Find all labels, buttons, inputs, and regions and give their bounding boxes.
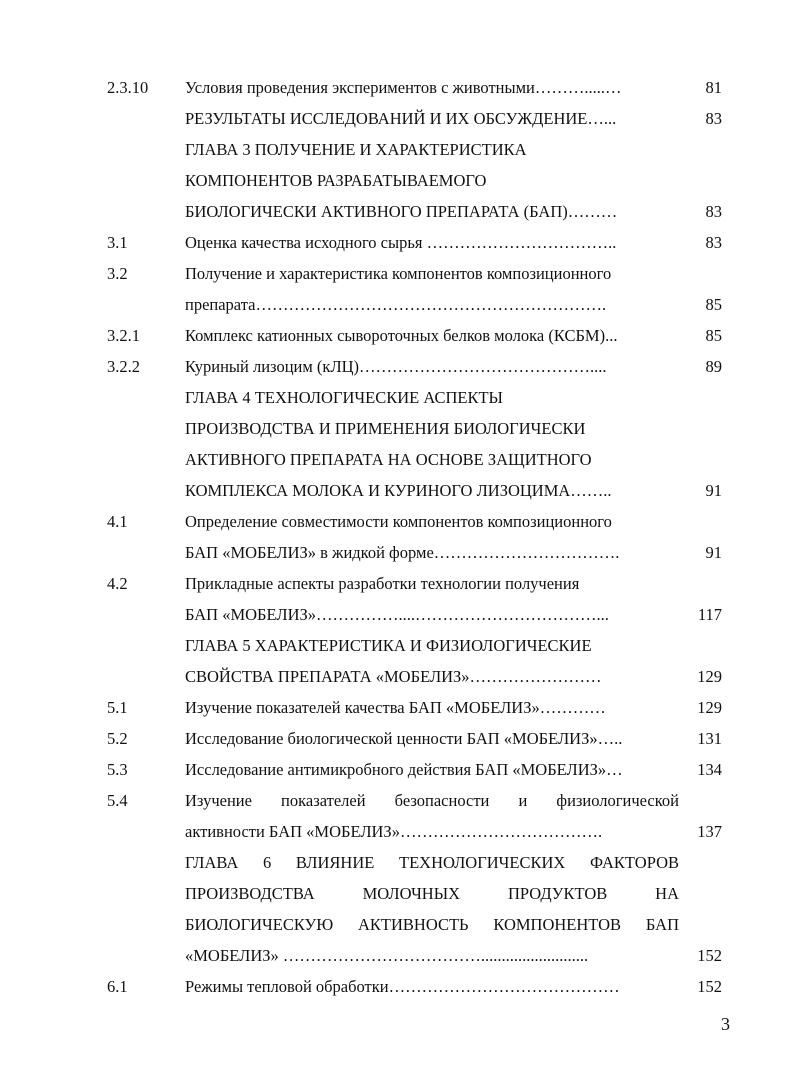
- toc-entry: [0, 413, 792, 444]
- toc-entry: [0, 537, 792, 568]
- toc-entry-page: 134: [697, 760, 722, 779]
- toc-entry: [0, 506, 792, 537]
- toc-entry-number: 3.2.2: [107, 357, 140, 376]
- toc-entry: [0, 878, 792, 909]
- toc-entry: [0, 165, 792, 196]
- toc-entry-title: РЕЗУЛЬТАТЫ ИССЛЕДОВАНИЙ И ИХ ОБСУЖДЕНИЕ…...: [185, 109, 617, 128]
- toc-entry-number: 3.2.1: [107, 326, 140, 345]
- toc-entry-title: «МОБЕЛИЗ» ………………………………..........................: [185, 946, 589, 965]
- toc-entry-title: АКТИВНОГО ПРЕПАРАТА НА ОСНОВЕ ЗАЩИТНОГО: [185, 450, 592, 469]
- toc-entry-title: ГЛАВА 4 ТЕХНОЛОГИЧЕСКИЕ АСПЕКТЫ: [185, 388, 503, 407]
- toc-entry-page: 91: [705, 481, 722, 500]
- toc-entry-page: 85: [705, 295, 722, 314]
- toc-entry-page: 85: [705, 326, 722, 345]
- toc-entry-page: 89: [705, 357, 722, 376]
- toc-entry-title: активности БАП «МОБЕЛИЗ»……………………………….: [185, 822, 603, 841]
- toc-entry-number: 2.3.10: [107, 78, 149, 97]
- toc-entry-number: 6.1: [107, 977, 128, 996]
- toc-entry: [0, 320, 792, 351]
- toc-entry-title: Изучение показателей качества БАП «МОБЕЛИЗ»…………: [185, 698, 606, 717]
- toc-entry: [0, 971, 792, 1002]
- toc-entry-title: БАП «МОБЕЛИЗ»……………....……………………………...: [185, 605, 609, 624]
- toc-entry: [0, 258, 792, 289]
- toc-entry-number: 5.1: [107, 698, 128, 717]
- toc-entry: [0, 785, 792, 816]
- toc-entry: [0, 351, 792, 382]
- toc-entry: [0, 227, 792, 258]
- toc-entry-page: 91: [705, 543, 722, 562]
- toc-entry-page: 83: [705, 109, 722, 128]
- toc-entry: [0, 382, 792, 413]
- toc-entry-title: БИОЛОГИЧЕСКУЮ АКТИВНОСТЬ КОМПОНЕНТОВ БАП: [185, 915, 679, 934]
- toc-entry-page: 81: [705, 78, 722, 97]
- toc-entry: [0, 568, 792, 599]
- toc-entry-title: Исследование антимикробного действия БАП «МОБЕЛИЗ»…: [185, 760, 623, 779]
- page-number: 3: [721, 1014, 730, 1034]
- toc-entry-title: Оценка качества исходного сырья ……………………………..: [185, 233, 617, 252]
- toc-entry-page: 137: [697, 822, 722, 841]
- toc-entry-title: Исследование биологической ценности БАП «МОБЕЛИЗ»…..: [185, 729, 623, 748]
- toc-entry: [0, 289, 792, 320]
- toc-entry-page: 129: [697, 667, 722, 686]
- toc-entry: [0, 661, 792, 692]
- toc-entry-page: 117: [697, 605, 722, 624]
- toc-entry-title: Куриный лизоцим (кЛЦ)……………………………………....: [185, 357, 607, 376]
- toc-entry: [0, 847, 792, 878]
- toc-entry-title: Прикладные аспекты разработки технологии получения: [185, 574, 580, 593]
- toc-entry-number: 5.2: [107, 729, 128, 748]
- toc-entry-page: 129: [697, 698, 722, 717]
- toc-entry: [0, 444, 792, 475]
- toc-entry-number: 3.2: [107, 264, 128, 283]
- toc-entry-title: БИОЛОГИЧЕСКИ АКТИВНОГО ПРЕПАРАТА (БАП)………: [185, 202, 618, 221]
- toc-entry: [0, 816, 792, 847]
- toc-entry: [0, 134, 792, 165]
- toc-entry-title: ПРОИЗВОДСТВА И ПРИМЕНЕНИЯ БИОЛОГИЧЕСКИ: [185, 419, 586, 438]
- toc-entry: [0, 692, 792, 723]
- toc-entry: [0, 723, 792, 754]
- toc-entry-number: 4.1: [107, 512, 128, 531]
- toc-entry-title: Получение и характеристика компонентов композиционного: [185, 264, 612, 283]
- toc-entry-title: Условия проведения экспериментов с животными……….....…: [185, 78, 622, 97]
- toc-entry: [0, 196, 792, 227]
- toc-entry-number: 5.4: [107, 791, 128, 810]
- toc-entry-title: Режимы тепловой обработки……………………………………: [185, 977, 620, 996]
- toc-entry-title: Комплекс катионных сывороточных белков молока (КСБМ)...: [185, 326, 618, 345]
- toc-entry-page: 83: [705, 233, 722, 252]
- toc-entry-page: 131: [697, 729, 722, 748]
- toc-entry-title: Изучение показателей безопасности и физиологической: [185, 791, 679, 810]
- toc-entry-page: 83: [705, 202, 722, 221]
- toc-entry-title: препарата……………………………………………………….: [185, 295, 607, 314]
- toc-entry-title: ГЛАВА 5 ХАРАКТЕРИСТИКА И ФИЗИОЛОГИЧЕСКИЕ: [185, 636, 592, 655]
- toc-entry: [0, 103, 792, 134]
- toc-entry-title: КОМПОНЕНТОВ РАЗРАБАТЫВАЕМОГО: [185, 171, 487, 190]
- toc-entry-title: БАП «МОБЕЛИЗ» в жидкой форме…………………………….: [185, 543, 620, 562]
- toc-entry-title: Определение совместимости компонентов композиционного: [185, 512, 612, 531]
- toc-entry-page: 152: [697, 977, 722, 996]
- toc-entry: [0, 940, 792, 971]
- toc-entry: [0, 475, 792, 506]
- toc-entry: [0, 599, 792, 630]
- toc-entry-title: ГЛАВА 6 ВЛИЯНИЕ ТЕХНОЛОГИЧЕСКИХ ФАКТОРОВ: [185, 853, 679, 872]
- toc-entry: [0, 72, 792, 103]
- toc-entry-number: 5.3: [107, 760, 128, 779]
- toc-entry-title: СВОЙСТВА ПРЕПАРАТА «МОБЕЛИЗ»……………………: [185, 667, 602, 686]
- toc-entry-page: 152: [697, 946, 722, 965]
- toc-entry: [0, 754, 792, 785]
- toc-entry-number: 4.2: [107, 574, 128, 593]
- toc-entry: [0, 909, 792, 940]
- toc-entry-title: ГЛАВА 3 ПОЛУЧЕНИЕ И ХАРАКТЕРИСТИКА: [185, 140, 527, 159]
- toc-entry-title: ПРОИЗВОДСТВА МОЛОЧНЫХ ПРОДУКТОВ НА: [185, 884, 679, 903]
- toc-entry-number: 3.1: [107, 233, 128, 252]
- toc-entry-title: КОМПЛЕКСА МОЛОКА И КУРИНОГО ЛИЗОЦИМА……..: [185, 481, 612, 500]
- toc-entry: [0, 630, 792, 661]
